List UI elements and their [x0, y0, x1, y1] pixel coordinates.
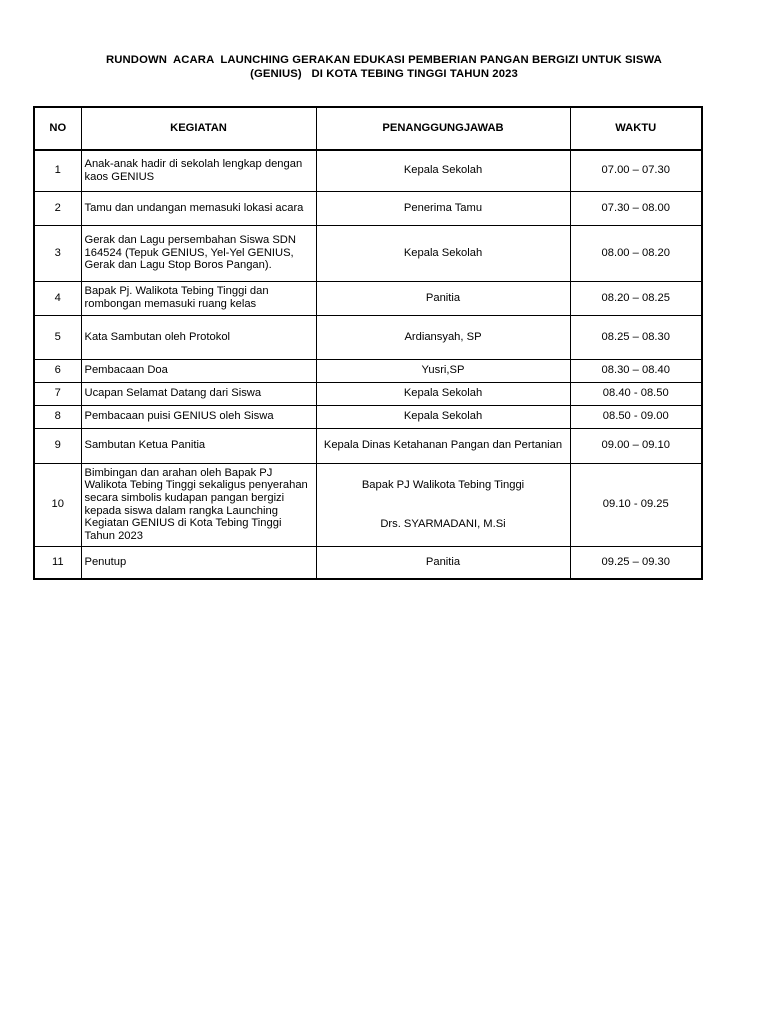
row-no: 8: [34, 405, 81, 428]
table-row: [34, 405, 702, 428]
row-responsible: Panitia: [316, 281, 570, 315]
table-row: [34, 315, 702, 359]
row-time: 08.20 – 08.25: [570, 281, 702, 315]
table-row: [34, 225, 702, 281]
row-no: 2: [34, 191, 81, 225]
row-no: 7: [34, 382, 81, 405]
row-time: 07.30 – 08.00: [570, 191, 702, 225]
row-activity: Bapak Pj. Walikota Tebing Tinggi dan rombongan memasuki ruang kelas: [81, 281, 316, 315]
row-no: 3: [34, 225, 81, 281]
responsible-line: Drs. SYARMADANI, M.Si: [380, 517, 506, 530]
row-activity: Tamu dan undangan memasuki lokasi acara: [81, 191, 316, 225]
row-no: 4: [34, 281, 81, 315]
row-responsible: Kepala Sekolah: [316, 225, 570, 281]
table-header-row: [34, 107, 702, 150]
row-activity: Ucapan Selamat Datang dari Siswa: [81, 382, 316, 405]
row-no: 6: [34, 359, 81, 382]
row-no: 11: [34, 546, 81, 579]
header-time: WAKTU: [570, 107, 702, 150]
responsible-line: Bapak PJ Walikota Tebing Tinggi: [361, 478, 525, 491]
row-no: 10: [34, 463, 81, 546]
row-time: 08.00 – 08.20: [570, 225, 702, 281]
row-responsible: Kepala Sekolah: [316, 150, 570, 191]
row-activity: Pembacaan puisi GENIUS oleh Siswa: [81, 405, 316, 428]
row-activity: Gerak dan Lagu persembahan Siswa SDN 164524 (Tepuk GENIUS, Yel-Yel GENIUS, Gerak dan Lagu Stop Boros Pangan).: [81, 225, 316, 281]
row-responsible: Penerima Tamu: [316, 191, 570, 225]
title-line-2: (GENIUS) DI KOTA TEBING TINGGI TAHUN 2023: [250, 68, 518, 80]
row-time: 09.25 – 09.30: [570, 546, 702, 579]
row-activity: Penutup: [81, 546, 316, 579]
table-row: [34, 546, 702, 579]
row-activity: Kata Sambutan oleh Protokol: [81, 315, 316, 359]
row-time: 08.40 - 08.50: [570, 382, 702, 405]
row-no: 1: [34, 150, 81, 191]
row-activity: Anak-anak hadir di sekolah lengkap dengan kaos GENIUS: [81, 150, 316, 191]
document-title: [0, 53, 768, 81]
row-activity: Bimbingan dan arahan oleh Bapak PJ Walikota Tebing Tinggi sekaligus penyerahan secara simbolis kudapan pangan bergizi kepada siswa dalam rangka Launching Kegiatan GENIUS di Kota Tebing Tinggi Tahun 2023: [81, 463, 316, 546]
rundown-table: [33, 106, 703, 580]
row-responsible: Kepala Sekolah: [316, 405, 570, 428]
title-line-1: RUNDOWN ACARA LAUNCHING GERAKAN EDUKASI PEMBERIAN PANGAN BERGIZI UNTUK SISWA: [106, 54, 662, 66]
row-activity: Pembacaan Doa: [81, 359, 316, 382]
table-row: [34, 428, 702, 463]
header-activity: KEGIATAN: [81, 107, 316, 150]
row-time: 09.10 - 09.25: [570, 463, 702, 546]
row-time: 07.00 – 07.30: [570, 150, 702, 191]
table-row: [34, 191, 702, 225]
table-row: [34, 150, 702, 191]
row-responsible: Kepala Dinas Ketahanan Pangan dan Pertanian: [316, 428, 570, 463]
row-responsible: [316, 463, 570, 546]
row-time: 08.50 - 09.00: [570, 405, 702, 428]
table-row: [34, 359, 702, 382]
row-responsible: Kepala Sekolah: [316, 382, 570, 405]
row-time: 09.00 – 09.10: [570, 428, 702, 463]
row-no: 5: [34, 315, 81, 359]
row-time: 08.30 – 08.40: [570, 359, 702, 382]
table-row: [34, 281, 702, 315]
header-no: NO: [34, 107, 81, 150]
row-time: 08.25 – 08.30: [570, 315, 702, 359]
table-row: [34, 463, 702, 546]
row-activity: Sambutan Ketua Panitia: [81, 428, 316, 463]
row-responsible: Panitia: [316, 546, 570, 579]
row-responsible: Ardiansyah, SP: [316, 315, 570, 359]
row-no: 9: [34, 428, 81, 463]
row-responsible: Yusri,SP: [316, 359, 570, 382]
table-row: [34, 382, 702, 405]
header-responsible: PENANGGUNGJAWAB: [316, 107, 570, 150]
